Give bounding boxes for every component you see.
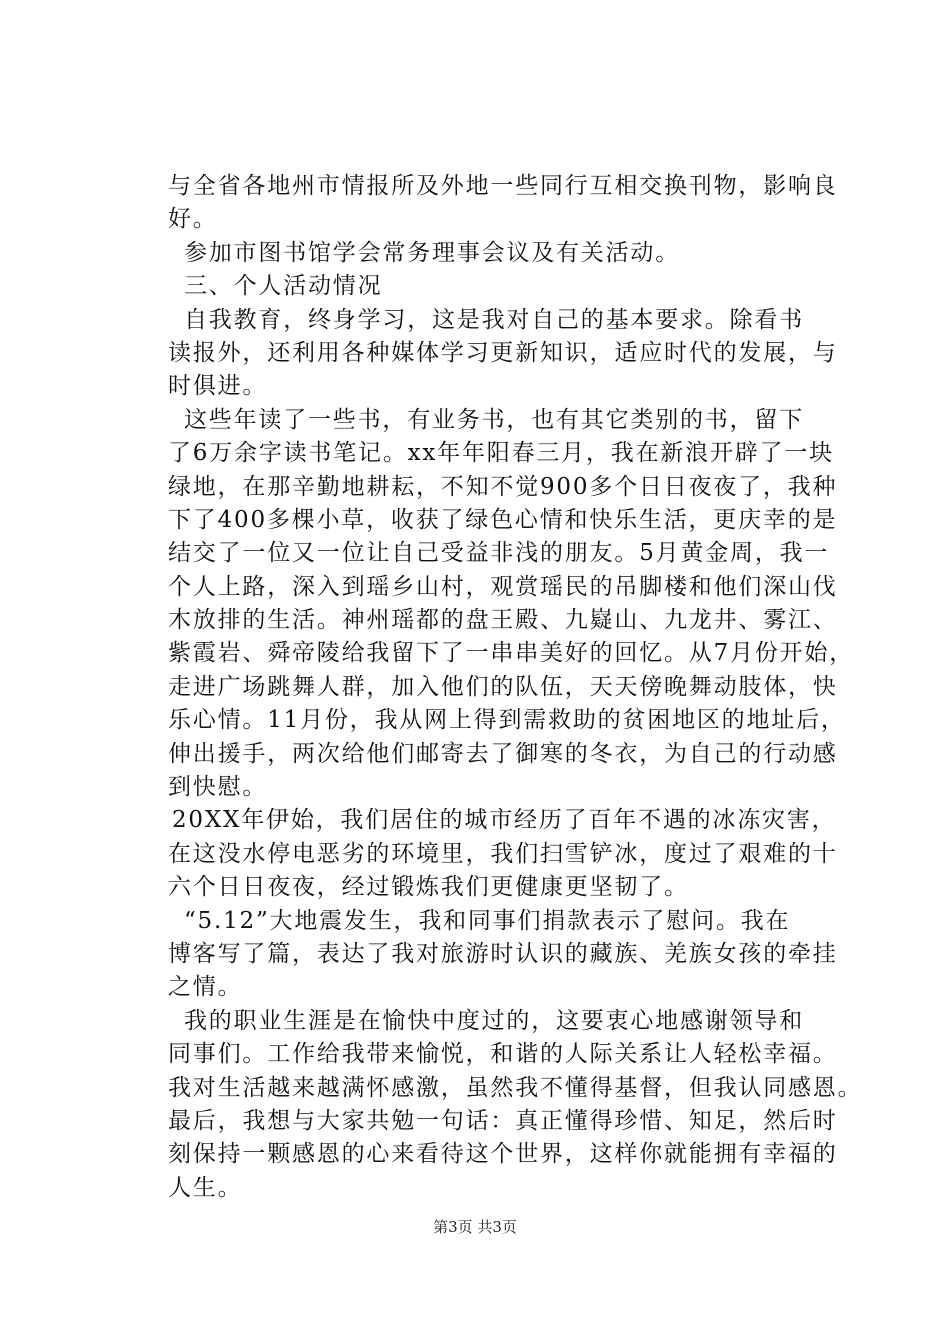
text-line: 读报外，还利用各种媒体学习更新知识，适应时代的发展，与 [168, 339, 838, 366]
text-line: 走进广场跳舞人群，加入他们的队伍，天天傍晚舞动肢体，快 [168, 673, 838, 700]
text-line: 这些年读了一些书，有业务书，也有其它类别的书，留下 [184, 406, 804, 433]
document-body [168, 170, 863, 1205]
text-line: 乐心情。11月份，我从网上得到需救助的贫困地区的地址后， [168, 707, 846, 734]
text-line: 时俱进。 [168, 373, 268, 400]
text-line: 与全省各地州市情报所及外地一些同行互相交换刊物，影响良 [168, 173, 838, 199]
text-line: 好。 [168, 206, 218, 233]
text-line: 在这没水停电恶劣的环境里，我们扫雪铲冰，度过了艰难的十 [168, 840, 838, 867]
text-line: 同事们。工作给我带来愉悦，和谐的人际关系让人轻松幸福。 [168, 1041, 838, 1068]
text-line: 下了400多棵小草，收获了绿色心情和快乐生活，更庆幸的是 [168, 506, 838, 533]
text-line: 绿地，在那辛勤地耕耘，不知不觉900多个日日夜夜了，我种 [168, 473, 838, 500]
text-line: 最后，我想与大家共勉一句话：真正懂得珍惜、知足，然后时 [168, 1107, 838, 1134]
page-number-footer: 第3页 共3页 [433, 1218, 517, 1236]
text-line: 木放排的生活。神州瑶都的盘王殿、九嶷山、九龙井、雾江、 [168, 607, 838, 634]
text-line: 博客写了篇，表达了我对旅游时认识的藏族、羌族女孩的牵挂 [168, 940, 838, 967]
text-line: 六个日日夜夜，经过锻炼我们更健康更坚韧了。 [168, 874, 689, 901]
text-line: 参加市图书馆学会常务理事会议及有关活动。 [184, 239, 680, 266]
text-line: 紫霞岩、舜帝陵给我留下了一串串美好的回忆。从7月份开始， [168, 640, 855, 667]
text-line: 之情。 [168, 974, 243, 1001]
text-line: 20XX年伊始，我们居住的城市经历了百年不遇的冰冻灾害， [172, 807, 837, 834]
text-line: 伸出援手，两次给他们邮寄去了御寒的冬衣，为自己的行动感 [168, 740, 838, 767]
text-line: 到快慰。 [168, 774, 268, 801]
text-line: 刻保持一颗感恩的心来看待这个世界，这样你就能拥有幸福的 [168, 1141, 838, 1168]
section-heading: 三、个人活动情况 [184, 273, 383, 300]
text-line: 了6万余字读书笔记。xx年年阳春三月，我在新浪开辟了一块 [168, 440, 834, 467]
text-line: 人生。 [168, 1174, 243, 1201]
text-line: “5.12”大地震发生，我和同事们捐款表示了慰问。我在 [184, 907, 791, 934]
text-line: 自我教育，终身学习，这是我对自己的基本要求。除看书 [184, 306, 804, 333]
text-line: 我的职业生涯是在愉快中度过的，这要衷心地感谢领导和 [184, 1007, 804, 1034]
text-line: 我对生活越来越满怀感激，虽然我不懂得基督，但我认同感恩。 [168, 1074, 863, 1101]
text-line: 个人上路，深入到瑶乡山村，观赏瑶民的吊脚楼和他们深山伐 [168, 573, 838, 600]
text-line: 结交了一位又一位让自己受益非浅的朋友。5月黄金周，我一 [168, 540, 830, 567]
